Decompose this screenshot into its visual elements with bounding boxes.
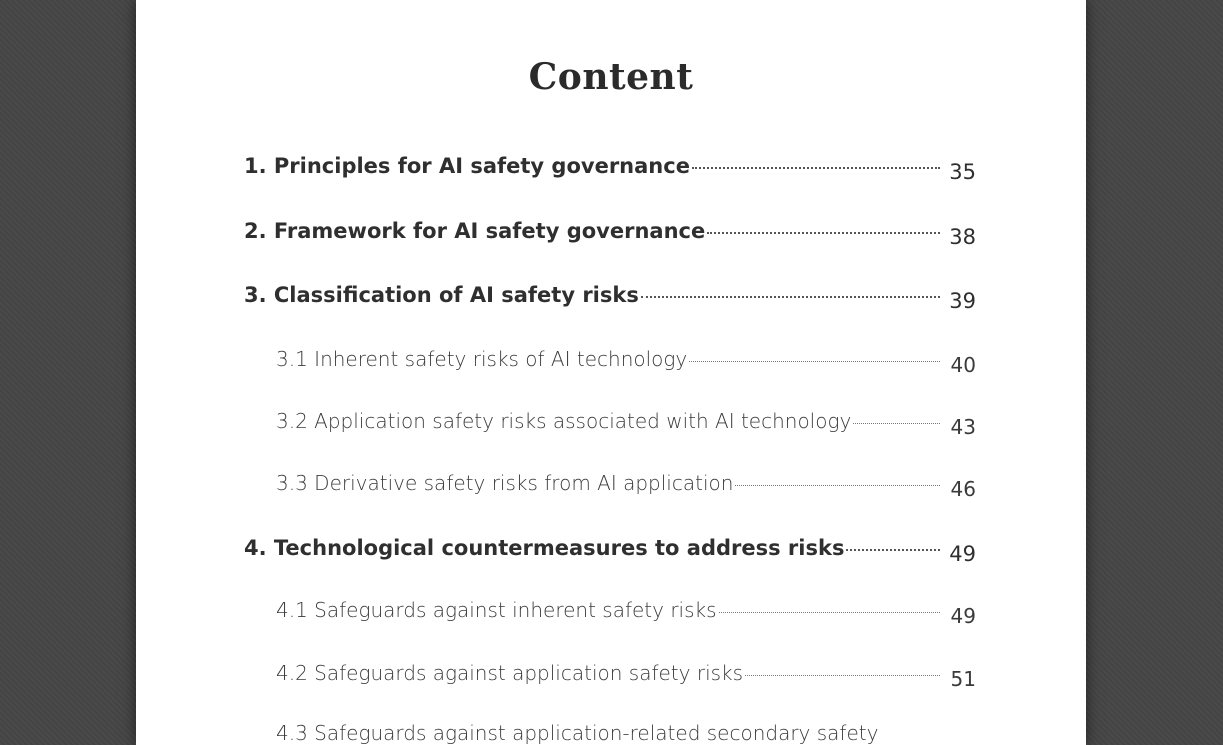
toc-entry[interactable] bbox=[276, 598, 976, 628]
toc-page-number: 40 bbox=[950, 353, 976, 377]
toc-page-number: 35 bbox=[949, 160, 976, 184]
toc-page-number: 49 bbox=[949, 542, 976, 566]
dot-leader bbox=[719, 612, 940, 613]
toc-entry-text: 3.3 Derivative safety risks from AI application bbox=[276, 471, 734, 495]
toc-entry[interactable] bbox=[276, 721, 976, 745]
toc-page-number: 38 bbox=[949, 225, 976, 249]
toc-entry[interactable] bbox=[244, 283, 976, 313]
toc-page-number: 51 bbox=[950, 667, 976, 691]
dot-leader bbox=[689, 361, 940, 362]
dot-leader bbox=[846, 549, 940, 551]
toc-entry[interactable] bbox=[244, 219, 976, 249]
toc-entry-text: 1. Principles for AI safety governance bbox=[244, 154, 690, 178]
toc-entry[interactable] bbox=[276, 409, 976, 439]
toc-entry-text: 3.1 Inherent safety risks of AI technology bbox=[276, 347, 688, 371]
toc-entry-text: 4.2 Safeguards against application safety risks bbox=[276, 661, 744, 685]
dot-leader bbox=[853, 423, 940, 424]
toc-page-number: 43 bbox=[950, 415, 976, 439]
toc-entry[interactable] bbox=[276, 347, 976, 377]
toc-entry-text: 3.2 Application safety risks associated with AI technology bbox=[276, 409, 852, 433]
dot-leader bbox=[692, 167, 940, 169]
document-page bbox=[136, 0, 1086, 745]
page-title: Content bbox=[528, 56, 694, 98]
toc-entry[interactable] bbox=[244, 536, 976, 566]
toc-entry-text: 4.1 Safeguards against inherent safety risks bbox=[276, 598, 717, 622]
toc-page-number: 46 bbox=[950, 477, 976, 501]
toc-entry-text: 4.3 Safeguards against application-related secondary safety bbox=[276, 721, 879, 745]
toc-entry[interactable] bbox=[276, 661, 976, 691]
dot-leader bbox=[735, 485, 940, 486]
dot-leader bbox=[707, 232, 940, 234]
toc-entry-text: 2. Framework for AI safety governance bbox=[244, 219, 706, 243]
toc-entry-text: 3. Classification of AI safety risks bbox=[244, 283, 639, 307]
dot-leader bbox=[641, 296, 940, 298]
toc-entry[interactable] bbox=[276, 471, 976, 501]
toc-entry[interactable] bbox=[244, 154, 976, 184]
toc-entry-text: 4. Technological countermeasures to address risks bbox=[244, 536, 845, 560]
toc-page-number: 39 bbox=[949, 289, 976, 313]
dot-leader bbox=[745, 675, 940, 676]
toc-page-number: 49 bbox=[950, 604, 976, 628]
